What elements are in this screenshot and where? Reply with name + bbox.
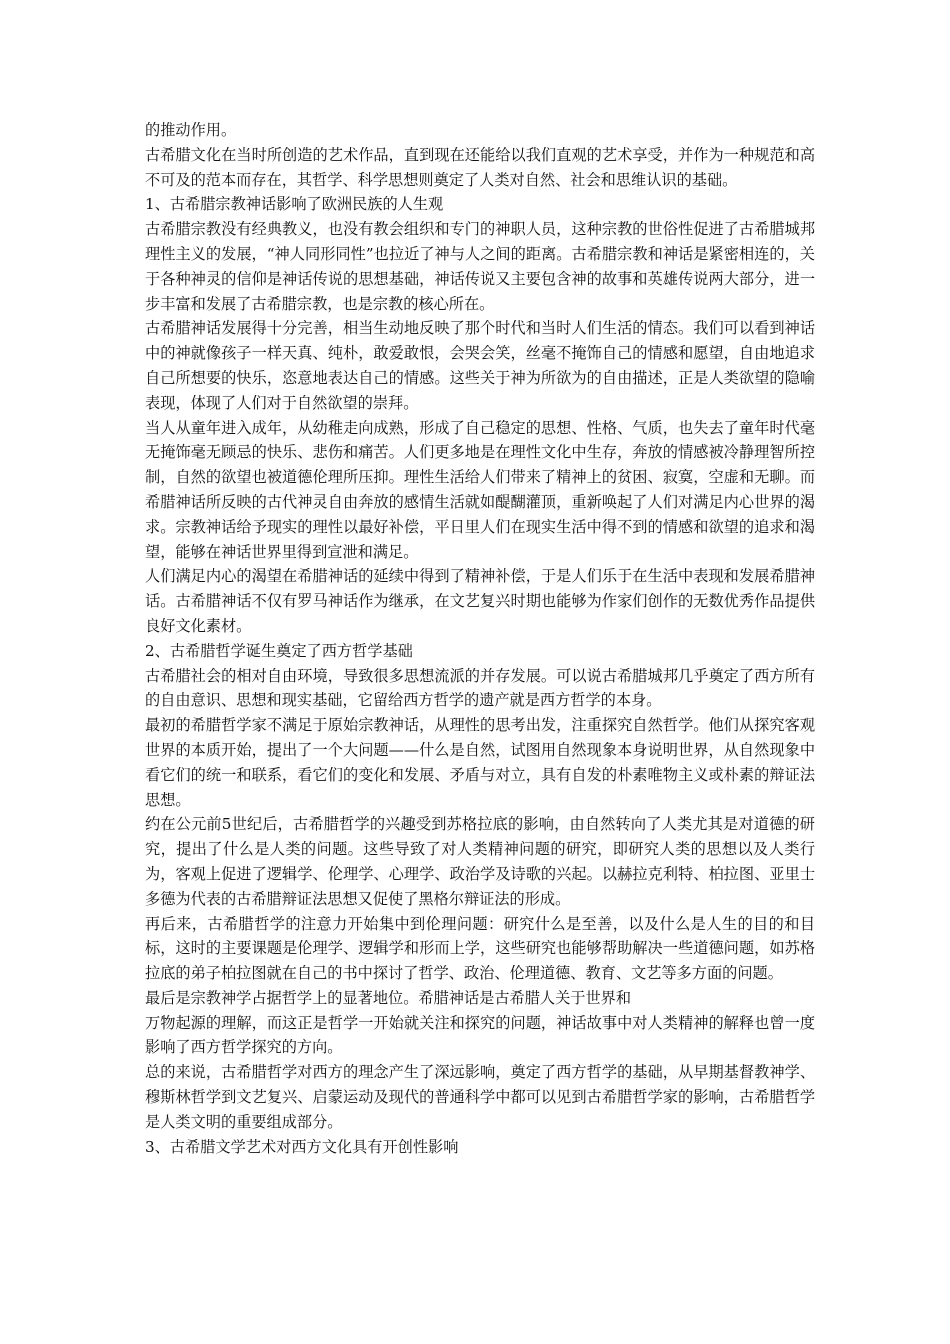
paragraph: 总的来说，古希腊哲学对西方的理念产生了深远影响，奠定了西方哲学的基础，从早期基督教神学、穆斯林哲学到文艺复兴、启蒙运动及现代的普通科学中都可以见到古希腊哲学家的影响，古希腊哲学是人类文明的重要组成部分。 [145,1063,815,1131]
paragraph: 人们满足内心的渴望在希腊神话的延续中得到了精神补偿，于是人们乐于在生活中表现和发展希腊神话。古希腊神话不仅有罗马神话作为继承，在文艺复兴时期也能够为作家们创作的无数优秀作品提供良好文化素材。 [145,567,815,635]
paragraph: 最初的希腊哲学家不满足于原始宗教神话，从理性的思考出发，注重探究自然哲学。他们从探究客观世界的本质开始，提出了一个大问题——什么是自然，试图用自然现象本身说明世界，从自然现象中看它们的统一和联系，看它们的变化和发展、矛盾与对立，具有自发的朴素唯物主义或朴素的辩证法思想。 [145,716,815,809]
paragraph: 当人从童年进入成年，从幼稚走向成熟，形成了自己稳定的思想、性格、气质，也失去了童年时代毫无掩饰毫无顾忌的快乐、悲伤和痛苦。人们更多地是在理性文化中生存，奔放的情感被冷静理智所控制，自然的欲望也被道德伦理所压抑。理性生活给人们带来了精神上的贫困、寂寞，空虚和无聊。而希腊神话所反映的古代神灵自由奔放的感情生活就如醍醐灌顶，重新唤起了人们对满足内心世界的渴求。宗教神话给予现实的理性以最好补偿，平日里人们在现实生活中得不到的情感和欲望的追求和渴望，能够在神话世界里得到宣泄和满足。 [145,418,815,561]
document-body [145,118,815,1159]
section-heading-1: 1、古希腊宗教神话影响了欧洲民族的人生观 [145,195,444,214]
paragraph: 古希腊神话发展得十分完善，相当生动地反映了那个时代和当时人们生活的情态。我们可以看到神话中的神就像孩子一样天真、纯朴，敢爱敢恨，会哭会笑，丝毫不掩饰自己的情感和愿望，自由地追求自己所想要的快乐，恣意地表达自己的情感。这些关于神为所欲为的自由描述，正是人类欲望的隐喻表现，体现了人们对于自然欲望的崇拜。 [145,319,815,412]
paragraph: 约在公元前5世纪后，古希腊哲学的兴趣受到苏格拉底的影响，由自然转向了人类尤其是对道德的研究，提出了什么是人类的问题。这些导致了对人类精神问题的研究，即研究人类的思想以及人类行为，客观上促进了逻辑学、伦理学、心理学、政治学及诗歌的兴起。以赫拉克利特、柏拉图、亚里士多德为代表的古希腊辩证法思想又促使了黑格尔辩证法的形成。 [145,815,815,908]
paragraph-continuation: 的推动作用。 [145,121,237,139]
paragraph: 古希腊文化在当时所创造的艺术作品，直到现在还能给以我们直观的艺术享受，并作为一种规范和高不可及的范本而存在，其哲学、科学思想则奠定了人类对自然、社会和思维认识的基础。 [145,145,815,189]
section-heading-2: 2、古希腊哲学诞生奠定了西方哲学基础 [145,641,413,660]
paragraph: 古希腊社会的相对自由环境，导致很多思想流派的并存发展。可以说古希腊城邦几乎奠定了西方所有的自由意识、思想和现实基础，它留给西方哲学的遗产就是西方哲学的本身。 [145,666,815,710]
paragraph: 再后来，古希腊哲学的注意力开始集中到伦理问题：研究什么是至善，以及什么是人生的目的和目标，这时的主要课题是伦理学、逻辑学和形而上学，这些研究也能够帮助解决一些道德问题，如苏格拉底的弟子柏拉图就在自己的书中探讨了哲学、政治、伦理道德、教育、文艺等多方面的问题。 [145,914,815,983]
section-heading-3: 3、古希腊文学艺术对西方文化具有开创性影响 [145,1137,459,1156]
paragraph: 万物起源的理解，而这正是哲学一开始就关注和探究的问题，神话故事中对人类精神的解释也曾一度影响了西方哲学探究的方向。 [145,1013,815,1057]
paragraph: 古希腊宗教没有经典教义，也没有教会组织和专门的神职人员，这种宗教的世俗性促进了古希腊城邦理性主义的发展，“神人同形同性”也拉近了神与人之间的距离。古希腊宗教和神话是紧密相连的，关于各种神灵的信仰是神话传说的思想基础，神话传说又主要包含神的故事和英雄传说两大部分，进一步丰富和发展了古希腊宗教，也是宗教的核心所在。 [145,220,815,313]
paragraph-broken-line: 最后是宗教神学占据哲学上的显著地位。希腊神话是古希腊人关于世界和 [145,988,631,1007]
